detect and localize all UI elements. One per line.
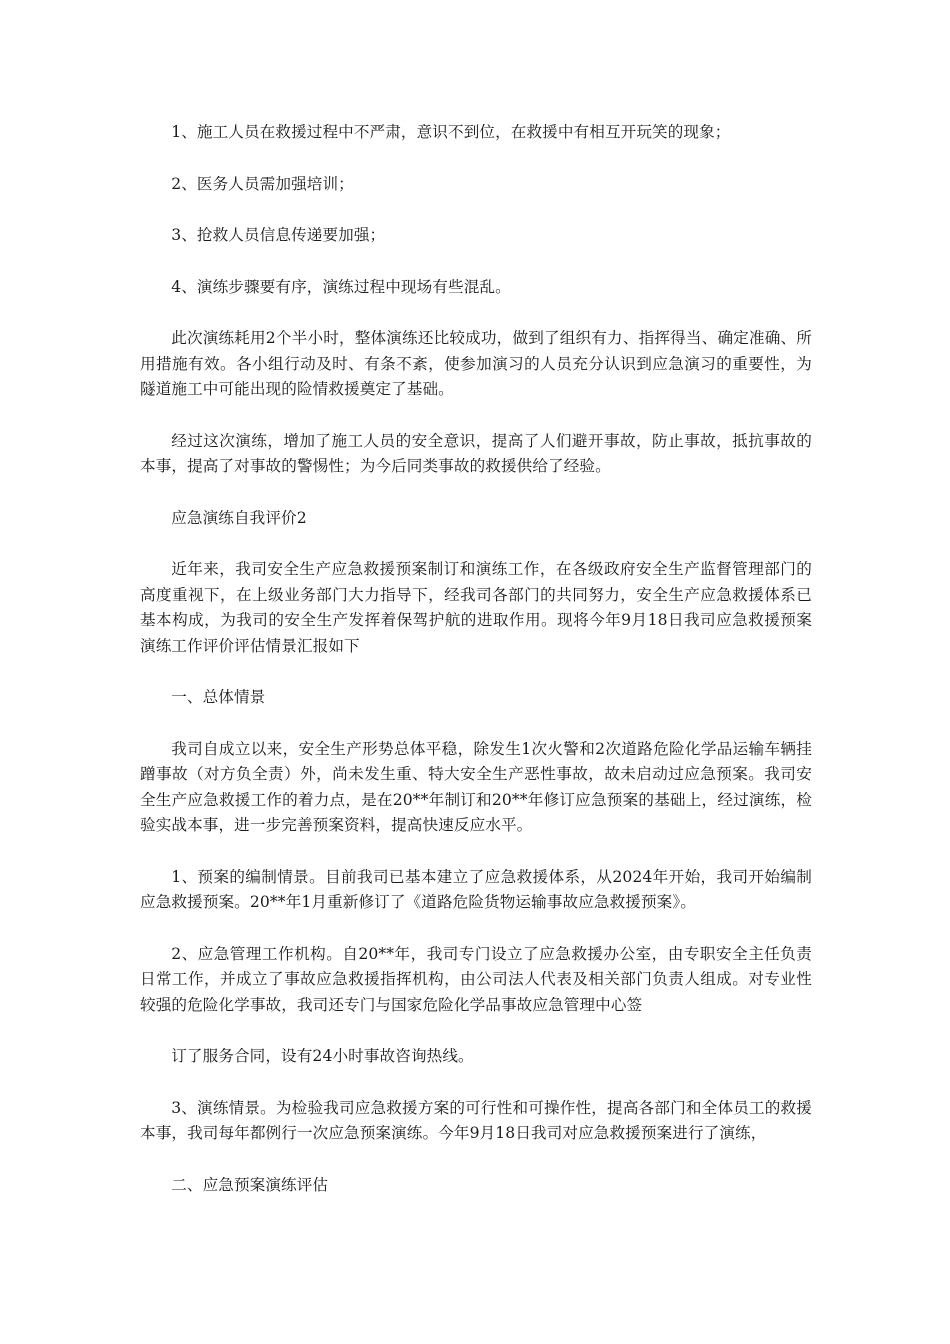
paragraph-issue-1: 1、施工人员在救援过程中不严肃，意识不到位，在救援中有相互开玩笑的现象；	[171, 123, 731, 141]
paragraph-intro: 近年来，我司安全生产应急救援预案制订和演练工作，在各级政府安全生产监督管理部门的高度重视下，在上级业务部门大力指导下，经我司各部门的共同努力，安全生产应急救援体系已基本构成，为我司的安全生产发挥着保驾护航的进取作用。现将今年9月18日我司应急救援预案演练工作评价评估情景汇报如下	[140, 560, 812, 655]
paragraph-summary: 此次演练耗用2个半小时，整体演练还比较成功，做到了组织有力、指挥得当、确定准确、所用措施有效。各小组行动及时、有条不紊，使参加演习的人员充分认识到应急演习的重要性，为隧道施工中可能出现的险情救援奠定了基础。	[140, 329, 812, 398]
heading-drill-assessment: 二、应急预案演练评估	[171, 1175, 329, 1194]
heading-overall-situation: 一、总体情景	[171, 688, 266, 706]
paragraph-drill-situation: 3、演练情景。为检验我司应急救援方案的可行性和可操作性，提高各部门和全体员工的救援本事，我司每年都例行一次应急预案演练。今年9月18日我司对应急救援预案进行了演练，	[140, 1098, 812, 1142]
paragraph-issue-4: 4、演练步骤要有序，演练过程中现场有些混乱。	[171, 277, 511, 296]
paragraph-service-contract: 订了服务合同，设有24小时事故咨询热线。	[171, 1047, 474, 1065]
paragraph-conclusion: 经过这次演练，增加了施工人员的安全意识，提高了人们避开事故，防止事故，抵抗事故的本事，提高了对事故的警惕性；为今后同类事故的救援供给了经验。	[140, 431, 812, 475]
paragraph-plan-compilation: 1、预案的编制情景。目前我司已基本建立了应急救援体系，从2024年开始，我司开始编制应急救援预案。20**年1月重新修订了《道路危险货物运输事故应急救援预案》。	[140, 867, 812, 911]
document-body	[140, 120, 812, 1224]
paragraph-management-organization: 2、应急管理工作机构。自20**年，我司专门设立了应急救援办公室，由专职安全主任负责日常工作，并成立了事故应急救援指挥机构，由公司法人代表及相关部门负责人组成。对专业性较强的危险化学事故，我司还专门与国家危险化学品事故应急管理中心签	[140, 944, 812, 1014]
paragraph-overall: 我司自成立以来，安全生产形势总体平稳，除发生1次火警和2次道路危险化学品运输车辆挂蹭事故（对方负全责）外，尚未发生重、特大安全生产恶性事故，故未启动过应急预案。我司安全生产应急救援工作的着力点，是在20**年制订和20**年修订应急预案的基础上，经过演练，检验实战本事，进一步完善预案资料，提高快速反应水平。	[140, 739, 812, 834]
section-title-evaluation-2: 应急演练自我评价2	[171, 508, 307, 527]
paragraph-issue-3: 3、抢救人员信息传递要加强；	[171, 226, 386, 244]
paragraph-issue-2: 2、医务人员需加强培训；	[171, 174, 354, 193]
